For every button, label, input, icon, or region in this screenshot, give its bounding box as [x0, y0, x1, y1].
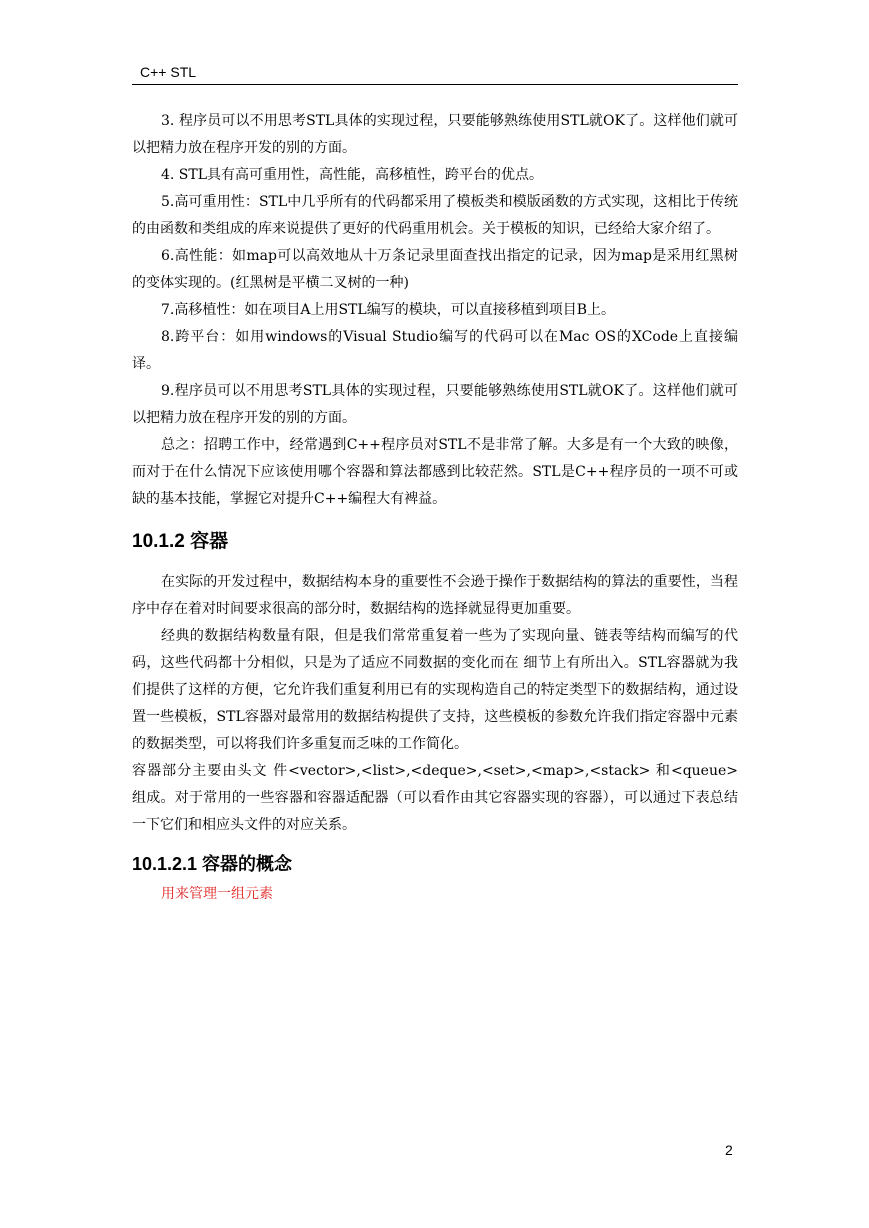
paragraph-point-9: 9.程序员可以不用思考STL具体的实现过程，只要能够熟练使用STL就OK了。这样他们就可以把精力放在程序开发的别的方面。 [132, 383, 738, 426]
subsection-heading-container-concept: 10.1.2.1 容器的概念 [132, 854, 293, 874]
paragraph-point-6: 6.高性能：如map可以高效地从十万条记录里面查找出指定的记录，因为map是采用红黑树的变体实现的。(红黑树是平横二叉树的一种) [132, 248, 738, 291]
paragraph-point-7: 7.高移植性：如在项目A上用STL编写的模块，可以直接移植到项目B上。 [161, 302, 615, 318]
paragraph-point-4: 4. STL具有高可重用性，高性能，高移植性，跨平台的优点。 [161, 167, 544, 183]
paragraph-summary: 总之：招聘工作中，经常遇到C++程序员对STL不是非常了解。大多是有一个大致的映像，而对于在什么情况下应该使用哪个容器和算法都感到比较茫然。STL是C++程序员的一项不可或缺的基本技能，掌握它对提升C++编程大有裨益。 [132, 437, 738, 507]
paragraph-point-3: 3. 程序员可以不用思考STL具体的实现过程，只要能够熟练使用STL就OK了。这样他们就可以把精力放在程序开发的别的方面。 [132, 113, 738, 156]
container-concept-note: 用来管理一组元素 [161, 886, 273, 902]
paragraph-containers-headers: 容器部分主要由头文 件<vector>,<list>,<deque>,<set>,<map>,<stack> 和<queue>组成。对于常用的一些容器和容器适配器（可以看作由其它容器实现的容器），可以通过下表总结一下它们和相应头文件的对应关系。 [132, 763, 738, 833]
paragraph-point-5: 5.高可重用性：STL中几乎所有的代码都采用了模板类和模版函数的方式实现，这相比于传统的由函数和类组成的库来说提供了更好的代码重用机会。关于模板的知识，已经给大家介绍了。 [132, 194, 738, 237]
header-title: C++ STL [140, 64, 197, 80]
paragraph-containers-classic: 经典的数据结构数量有限，但是我们常常重复着一些为了实现向量、链表等结构而编写的代码，这些代码都十分相似，只是为了适应不同数据的变化而在 细节上有所出入。STL容器就为我们提供了这样的方便，它允许我们重复利用已有的实现构造自己的特定类型下的数据结构，通过设置一些模板，STL容器对最常用的数据结构提供了支持，这些模板的参数允许我们指定容器中元素的数据类型，可以将我们许多重复而乏味的工作简化。 [132, 628, 738, 752]
page-header [132, 62, 738, 85]
page-body [132, 108, 738, 908]
page-number: 2 [725, 1142, 733, 1158]
section-heading-containers: 10.1.2 容器 [132, 531, 229, 552]
paragraph-point-8: 8.跨平台：如用windows的Visual Studio编写的代码可以在Mac OS的XCode上直接编译。 [132, 329, 738, 372]
paragraph-containers-intro: 在实际的开发过程中，数据结构本身的重要性不会逊于操作于数据结构的算法的重要性，当程序中存在着对时间要求很高的部分时，数据结构的选择就显得更加重要。 [132, 574, 738, 617]
